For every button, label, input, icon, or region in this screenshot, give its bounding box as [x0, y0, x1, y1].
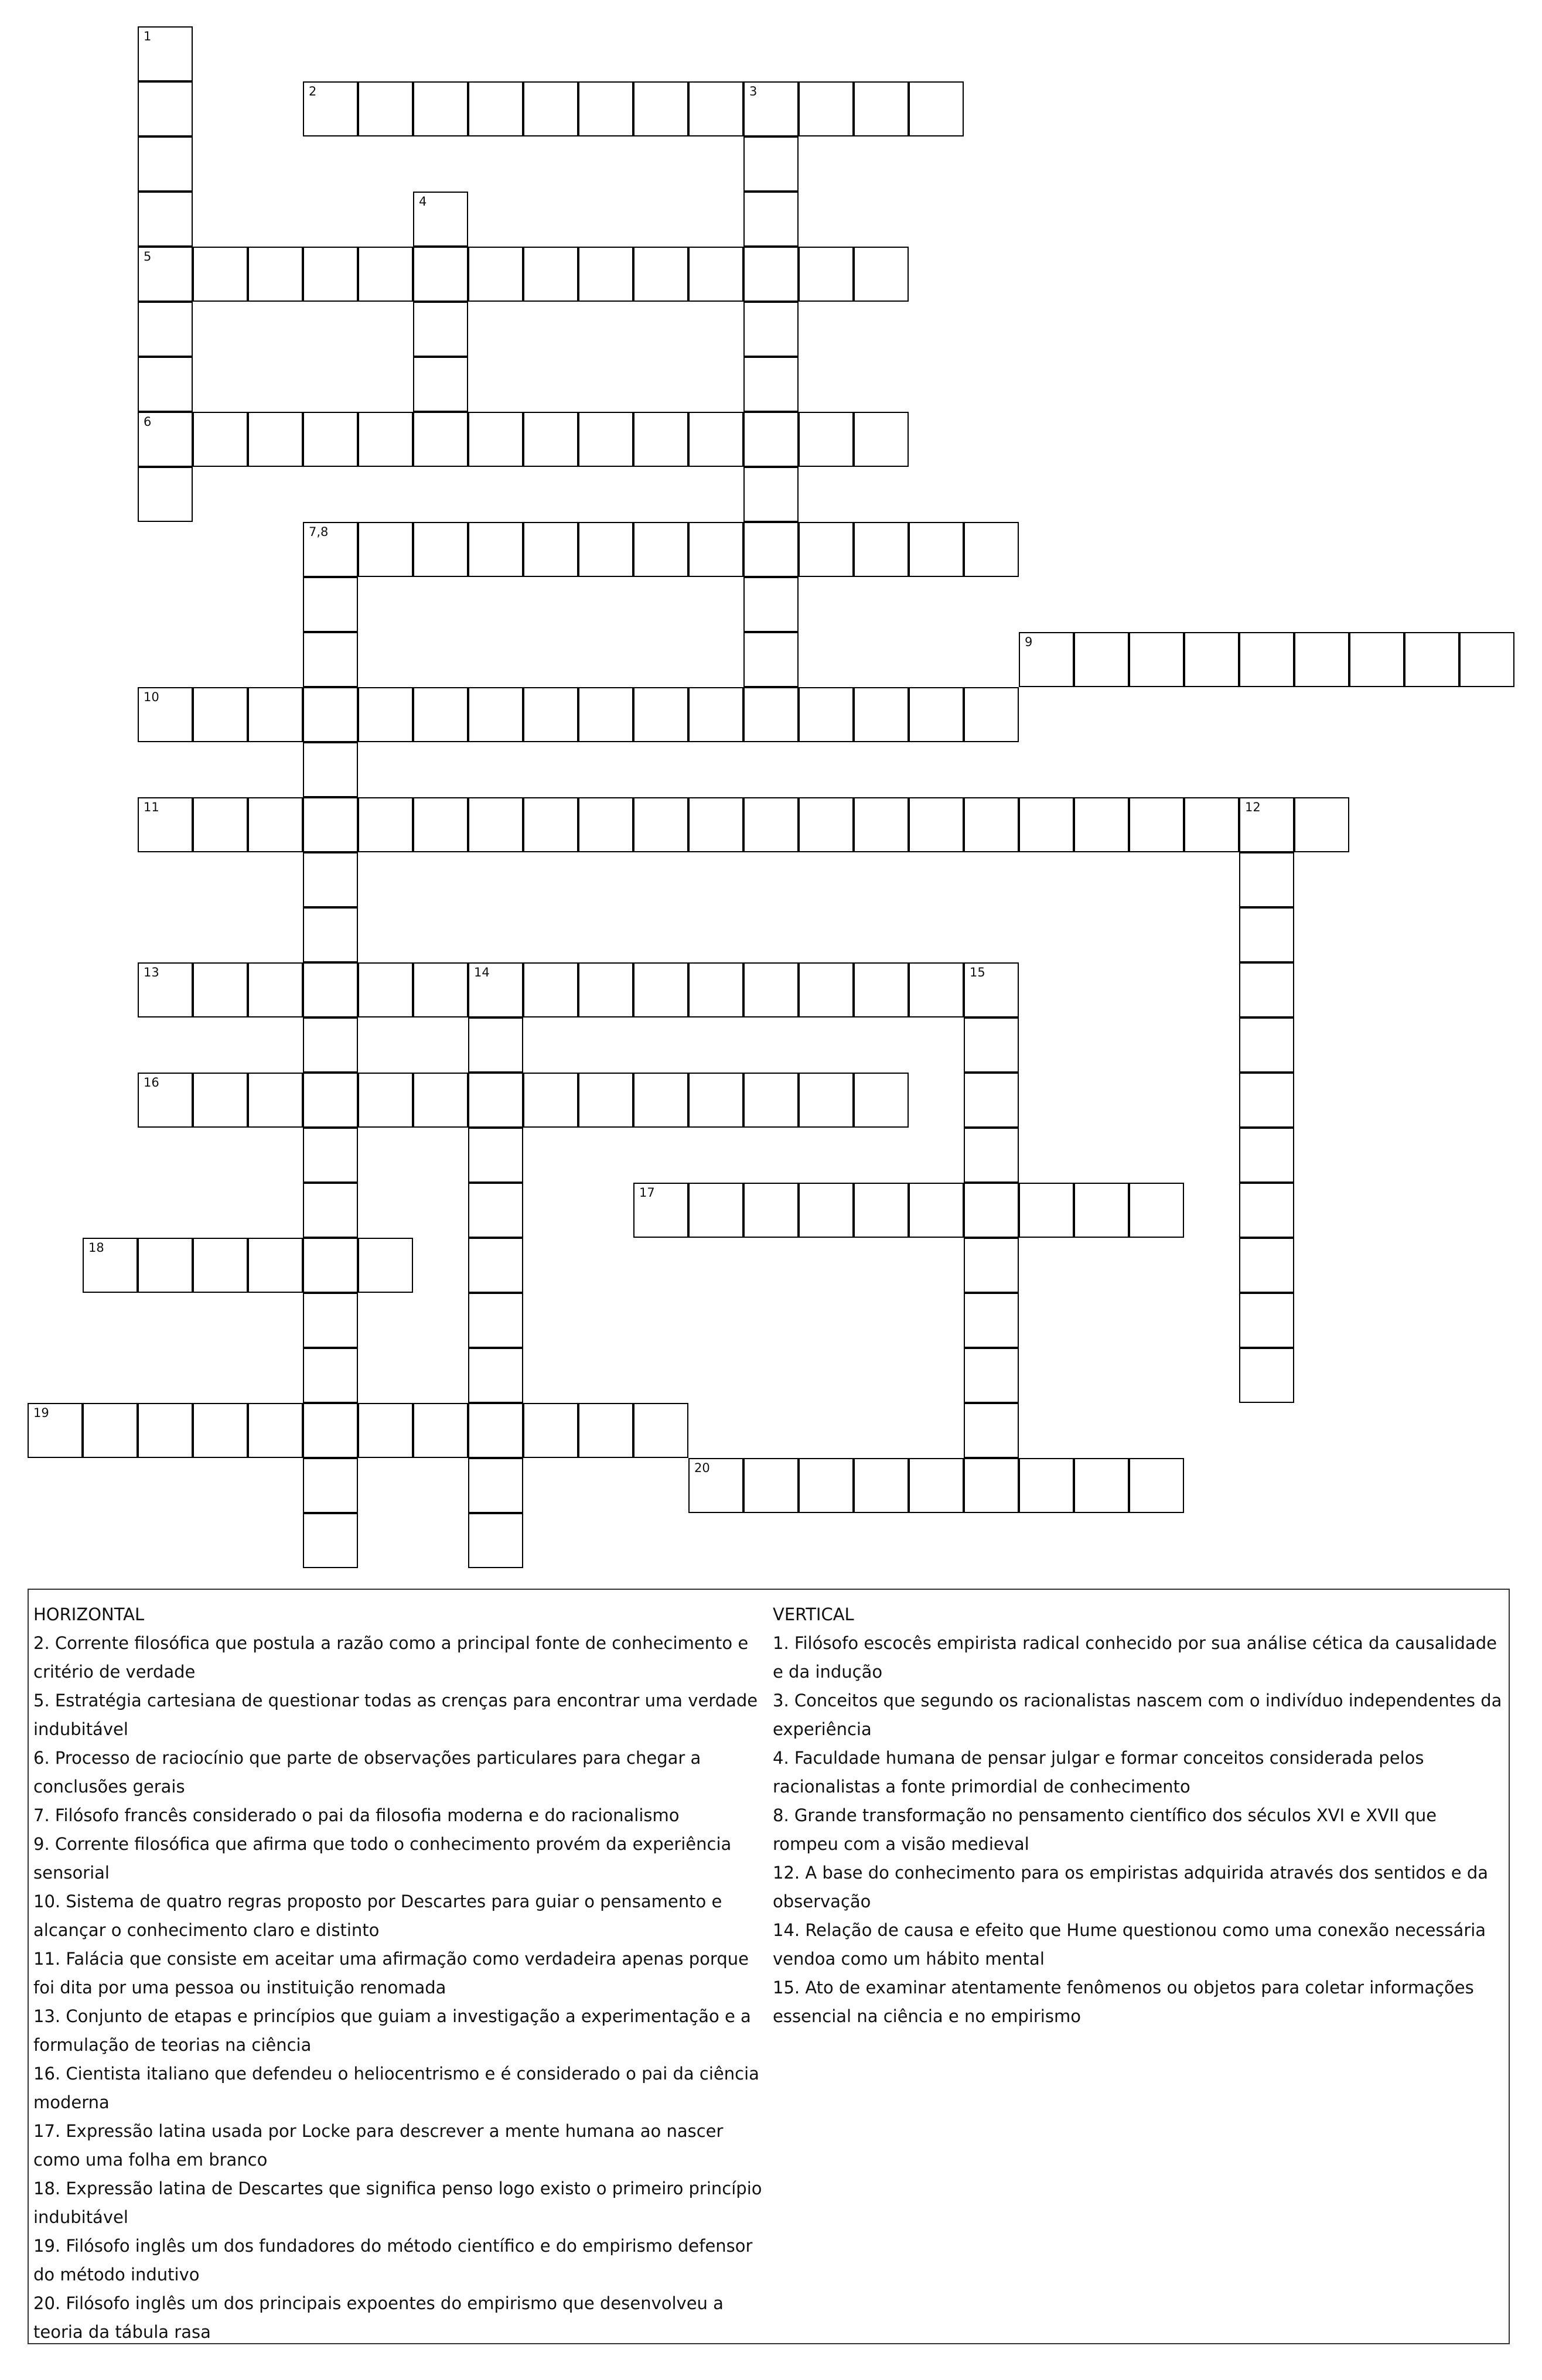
grid-cell[interactable]: [633, 522, 688, 577]
cell-number: 18: [88, 1241, 104, 1255]
grid-cell[interactable]: [138, 412, 193, 467]
grid-cell[interactable]: [909, 1458, 964, 1513]
grid-cell[interactable]: [1239, 962, 1294, 1017]
grid-cell[interactable]: [909, 687, 964, 742]
grid-cell[interactable]: [578, 522, 633, 577]
grid-cell[interactable]: [303, 1238, 358, 1293]
grid-cell[interactable]: [303, 1017, 358, 1073]
grid-cell[interactable]: [854, 1183, 909, 1238]
grid-cell[interactable]: [633, 412, 688, 467]
grid-cell[interactable]: [799, 687, 854, 742]
grid-cell[interactable]: [1294, 632, 1349, 687]
grid-cell[interactable]: [743, 136, 799, 192]
grid-cell[interactable]: [854, 962, 909, 1017]
grid-cell[interactable]: [138, 302, 193, 357]
clue-h-9: 9. Corrente filosófica que afirma que todo o conhecimento provém da experiência sensorial: [33, 1834, 732, 1883]
grid-cell[interactable]: [964, 1403, 1019, 1458]
cell-number: 19: [33, 1406, 49, 1420]
grid-cell[interactable]: [633, 1403, 688, 1458]
grid-cell[interactable]: [688, 797, 743, 852]
grid-cell[interactable]: [303, 797, 358, 852]
grid-cell[interactable]: [909, 81, 964, 136]
grid-cell[interactable]: [578, 81, 633, 136]
grid-cell[interactable]: [854, 687, 909, 742]
grid-cell[interactable]: [413, 797, 468, 852]
grid-cell[interactable]: [964, 1183, 1019, 1238]
grid-cell[interactable]: [193, 1238, 248, 1293]
clue-v-1: 1. Filósofo escocês empirista radical conhecido por sua análise cética da causalidade e da indução: [773, 1633, 1497, 1682]
grid-cell[interactable]: [523, 687, 578, 742]
grid-cell[interactable]: [964, 797, 1019, 852]
grid-cell[interactable]: [303, 907, 358, 962]
cell-number: 2: [309, 84, 317, 98]
grid-cell[interactable]: [138, 26, 193, 81]
grid-cell[interactable]: [1129, 1458, 1184, 1513]
grid-cell[interactable]: [468, 1513, 523, 1568]
grid-cell[interactable]: [909, 1183, 964, 1238]
grid-cell[interactable]: [799, 81, 854, 136]
grid-cell[interactable]: [799, 962, 854, 1017]
grid-cell[interactable]: [523, 522, 578, 577]
grid-cell[interactable]: [468, 1017, 523, 1073]
grid-cell[interactable]: [578, 797, 633, 852]
grid-cell[interactable]: [358, 687, 413, 742]
grid-cell[interactable]: [303, 852, 358, 907]
grid-cell[interactable]: [523, 797, 578, 852]
cell-number: 5: [144, 250, 152, 264]
grid-cell[interactable]: [1019, 1183, 1074, 1238]
clue-h-19: 19. Filósofo inglês um dos fundadores do método científico e do empirismo defensor do método indutivo: [33, 2236, 753, 2285]
grid-cell[interactable]: [964, 1238, 1019, 1293]
grid-cell[interactable]: [578, 1403, 633, 1458]
grid-cell[interactable]: [468, 687, 523, 742]
grid-cell[interactable]: [633, 797, 688, 852]
grid-cell[interactable]: [1239, 1073, 1294, 1128]
grid-cell[interactable]: [193, 412, 248, 467]
grid-cell[interactable]: [854, 412, 909, 467]
grid-cell[interactable]: [799, 1458, 854, 1513]
grid-cell[interactable]: [1184, 632, 1239, 687]
grid-cell[interactable]: [799, 247, 854, 302]
grid-cell[interactable]: [138, 797, 193, 852]
cell-number: 1: [144, 29, 152, 43]
clue-h-17: 17. Expressão latina usada por Locke para descrever a mente humana ao nascer como uma folha em branco: [33, 2121, 724, 2170]
grid-cell[interactable]: [468, 797, 523, 852]
grid-cell[interactable]: [1239, 1128, 1294, 1183]
grid-cell[interactable]: [743, 302, 799, 357]
grid-cell[interactable]: [1239, 1017, 1294, 1073]
grid-cell[interactable]: [578, 247, 633, 302]
grid-cell[interactable]: [413, 687, 468, 742]
grid-cell[interactable]: [468, 1073, 523, 1128]
grid-cell[interactable]: [1239, 1183, 1294, 1238]
grid-cell[interactable]: [964, 687, 1019, 742]
vertical-heading: VERTICAL: [773, 1604, 854, 1624]
grid-cell[interactable]: [1074, 632, 1129, 687]
grid-cell[interactable]: [688, 687, 743, 742]
grid-cell[interactable]: [303, 1458, 358, 1513]
grid-cell[interactable]: [303, 1128, 358, 1183]
grid-cell[interactable]: [799, 1183, 854, 1238]
grid-cell[interactable]: [964, 522, 1019, 577]
grid-cell[interactable]: [138, 1238, 193, 1293]
grid-cell[interactable]: [964, 1293, 1019, 1348]
grid-cell[interactable]: [248, 1403, 303, 1458]
grid-cell[interactable]: [413, 1073, 468, 1128]
grid-cell[interactable]: [854, 522, 909, 577]
grid-cell[interactable]: [1239, 1348, 1294, 1403]
cell-number: 14: [474, 965, 490, 979]
grid-cell[interactable]: [303, 1513, 358, 1568]
cell-number: 11: [144, 800, 159, 814]
grid-cell[interactable]: [909, 962, 964, 1017]
grid-cell[interactable]: [138, 687, 193, 742]
cell-number: 20: [694, 1461, 710, 1475]
grid-cell[interactable]: [303, 247, 358, 302]
clue-h-20: 20. Filósofo inglês um dos principais expoentes do empirismo que desenvolveu a teoria da tábula rasa: [33, 2293, 724, 2342]
grid-cell[interactable]: [964, 962, 1019, 1017]
grid-cell[interactable]: [358, 1403, 413, 1458]
grid-cell[interactable]: [799, 1073, 854, 1128]
grid-cell[interactable]: [688, 412, 743, 467]
grid-cell[interactable]: [633, 1183, 688, 1238]
grid-cell[interactable]: [193, 1073, 248, 1128]
grid-cell[interactable]: [909, 522, 964, 577]
grid-cell[interactable]: [248, 1073, 303, 1128]
grid-cell[interactable]: [633, 962, 688, 1017]
cell-number: 4: [419, 194, 427, 209]
grid-cell[interactable]: [633, 247, 688, 302]
grid-cell[interactable]: [303, 1183, 358, 1238]
grid-cell[interactable]: [358, 522, 413, 577]
grid-cell[interactable]: [743, 632, 799, 687]
grid-cell[interactable]: [1239, 797, 1294, 852]
grid-cell[interactable]: [523, 962, 578, 1017]
grid-cell[interactable]: [743, 81, 799, 136]
grid-cell[interactable]: [743, 687, 799, 742]
grid-cell[interactable]: [303, 522, 358, 577]
grid-cell[interactable]: [468, 81, 523, 136]
grid-cell[interactable]: [1239, 852, 1294, 907]
cell-number: 13: [144, 965, 159, 979]
grid-cell[interactable]: [468, 522, 523, 577]
clue-v-8: 8. Grande transformação no pensamento científico dos séculos XVI e XVII que rompeu com a visão medieval: [773, 1805, 1437, 1854]
grid-cell[interactable]: [1239, 1293, 1294, 1348]
grid-cell[interactable]: [193, 687, 248, 742]
grid-cell[interactable]: [578, 412, 633, 467]
grid-cell[interactable]: [1239, 1238, 1294, 1293]
grid-cell[interactable]: [578, 1073, 633, 1128]
clue-v-15: 15. Ato de examinar atentamente fenômenos ou objetos para coletar informações essencial na ciência e no empirismo: [773, 1978, 1474, 2026]
grid-cell[interactable]: [743, 1183, 799, 1238]
grid-cell[interactable]: [688, 1073, 743, 1128]
grid-cell[interactable]: [358, 412, 413, 467]
grid-cell[interactable]: [138, 1073, 193, 1128]
grid-cell[interactable]: [743, 467, 799, 522]
grid-cell[interactable]: [854, 797, 909, 852]
grid-cell[interactable]: [1074, 1458, 1129, 1513]
clue-h-16: 16. Cientista italiano que defendeu o heliocentrismo e é considerado o pai da ciência moderna: [33, 2064, 759, 2112]
grid-cell[interactable]: [854, 81, 909, 136]
cell-number: 3: [749, 84, 758, 98]
grid-cell[interactable]: [964, 1348, 1019, 1403]
grid-cell[interactable]: [799, 412, 854, 467]
grid-cell[interactable]: [1019, 1458, 1074, 1513]
grid-cell[interactable]: [743, 577, 799, 632]
horizontal-heading: HORIZONTAL: [33, 1604, 145, 1624]
grid-cell[interactable]: [523, 1073, 578, 1128]
grid-cell[interactable]: [743, 247, 799, 302]
cell-number: 12: [1245, 800, 1261, 814]
clue-v-14: 14. Relação de causa e efeito que Hume questionou como uma conexão necessária vendoa como um hábito mental: [773, 1920, 1486, 1969]
grid-cell[interactable]: [743, 797, 799, 852]
grid-cell[interactable]: [83, 1238, 138, 1293]
grid-cell[interactable]: [468, 1458, 523, 1513]
grid-cell[interactable]: [303, 742, 358, 797]
cell-number: 6: [144, 415, 152, 429]
grid-cell[interactable]: [468, 412, 523, 467]
grid-cell[interactable]: [248, 687, 303, 742]
grid-cell[interactable]: [743, 357, 799, 412]
grid-cell[interactable]: [1129, 1183, 1184, 1238]
cell-number: 9: [1025, 635, 1033, 649]
grid-cell[interactable]: [358, 797, 413, 852]
clue-h-6: 6. Processo de raciocínio que parte de observações particulares para chegar a conclusões gerais: [33, 1748, 701, 1797]
grid-cell[interactable]: [578, 962, 633, 1017]
grid-cell[interactable]: [964, 1073, 1019, 1128]
grid-cell[interactable]: [1459, 632, 1514, 687]
grid-cell[interactable]: [358, 1073, 413, 1128]
grid-cell[interactable]: [688, 1183, 743, 1238]
grid-cell[interactable]: [138, 136, 193, 192]
clue-h-18: 18. Expressão latina de Descartes que significa penso logo existo o primeiro princípio indubitável: [33, 2178, 762, 2227]
grid-cell[interactable]: [854, 1458, 909, 1513]
grid-cell[interactable]: [138, 467, 193, 522]
grid-cell[interactable]: [413, 357, 468, 412]
grid-cell[interactable]: [1074, 1183, 1129, 1238]
grid-cell[interactable]: [799, 797, 854, 852]
grid-cell[interactable]: [523, 1403, 578, 1458]
clue-h-13: 13. Conjunto de etapas e princípios que guiam a investigação a experimentação e a formulação de teorias na ciência: [33, 2006, 751, 2055]
grid-cell[interactable]: [578, 687, 633, 742]
grid-cell[interactable]: [138, 192, 193, 247]
grid-cell[interactable]: [303, 1293, 358, 1348]
grid-cell[interactable]: [138, 962, 193, 1017]
grid-cell[interactable]: [1184, 797, 1239, 852]
grid-cell[interactable]: [1074, 797, 1129, 852]
grid-cell[interactable]: [1294, 797, 1349, 852]
grid-cell[interactable]: [413, 1403, 468, 1458]
grid-cell[interactable]: [303, 962, 358, 1017]
grid-cell[interactable]: [633, 81, 688, 136]
grid-cell[interactable]: [1129, 632, 1184, 687]
grid-cell[interactable]: [248, 247, 303, 302]
grid-cell[interactable]: [523, 247, 578, 302]
grid-cell[interactable]: [743, 522, 799, 577]
cell-number: 16: [144, 1075, 159, 1090]
grid-cell[interactable]: [1239, 907, 1294, 962]
grid-cell[interactable]: [413, 81, 468, 136]
grid-cell[interactable]: [688, 1458, 743, 1513]
grid-cell[interactable]: [193, 797, 248, 852]
clue-v-12: 12. A base do conhecimento para os empiristas adquirida através dos sentidos e da observação: [773, 1863, 1489, 1911]
grid-cell[interactable]: [413, 192, 468, 247]
grid-cell[interactable]: [468, 247, 523, 302]
clue-h-5: 5. Estratégia cartesiana de questionar todas as crenças para encontrar uma verdade indubitável: [33, 1691, 758, 1739]
grid-cell[interactable]: [1129, 797, 1184, 852]
grid-cell[interactable]: [303, 1348, 358, 1403]
grid-cell[interactable]: [303, 1073, 358, 1128]
grid-cell[interactable]: [523, 81, 578, 136]
grid-cell[interactable]: [138, 1403, 193, 1458]
vertical-clues: [773, 1600, 1502, 2031]
grid-cell[interactable]: [688, 81, 743, 136]
grid-cell[interactable]: [138, 81, 193, 136]
grid-cell[interactable]: [358, 1238, 413, 1293]
grid-cell[interactable]: [688, 247, 743, 302]
grid-cell[interactable]: [303, 577, 358, 632]
grid-cell[interactable]: [413, 247, 468, 302]
grid-cell[interactable]: [743, 1458, 799, 1513]
grid-cell[interactable]: [909, 797, 964, 852]
grid-cell[interactable]: [743, 192, 799, 247]
cell-number: 7,8: [309, 525, 329, 539]
clue-h-11: 11. Falácia que consiste em aceitar uma afirmação como verdadeira apenas porque foi dita por uma pessoa ou instituição renomada: [33, 1949, 749, 1997]
clues-box: [28, 1589, 1510, 2344]
grid-cell[interactable]: [468, 1183, 523, 1238]
grid-cell[interactable]: [854, 1073, 909, 1128]
grid-cell[interactable]: [413, 962, 468, 1017]
grid-cell[interactable]: [138, 357, 193, 412]
grid-cell[interactable]: [303, 687, 358, 742]
grid-cell[interactable]: [1019, 632, 1074, 687]
grid-cell[interactable]: [358, 81, 413, 136]
grid-cell[interactable]: [688, 522, 743, 577]
grid-cell[interactable]: [83, 1403, 138, 1458]
grid-cell[interactable]: [28, 1403, 83, 1458]
grid-cell[interactable]: [248, 962, 303, 1017]
grid-cell[interactable]: [688, 962, 743, 1017]
grid-cell[interactable]: [964, 1017, 1019, 1073]
grid-cell[interactable]: [468, 1238, 523, 1293]
grid-cell[interactable]: [303, 632, 358, 687]
grid-cell[interactable]: [633, 1073, 688, 1128]
grid-cell[interactable]: [248, 1238, 303, 1293]
cell-number: 17: [639, 1186, 655, 1200]
grid-cell[interactable]: [413, 522, 468, 577]
grid-cell[interactable]: [193, 962, 248, 1017]
grid-cell[interactable]: [799, 522, 854, 577]
grid-cell[interactable]: [743, 1073, 799, 1128]
clue-v-3: 3. Conceitos que segundo os racionalistas nascem com o indivíduo independentes da experiência: [773, 1691, 1502, 1739]
grid-cell[interactable]: [468, 1348, 523, 1403]
grid-cell[interactable]: [468, 962, 523, 1017]
grid-cell[interactable]: [523, 412, 578, 467]
grid-cell[interactable]: [964, 1458, 1019, 1513]
grid-cell[interactable]: [468, 1403, 523, 1458]
grid-cell[interactable]: [193, 1403, 248, 1458]
grid-cell[interactable]: [1404, 632, 1459, 687]
grid-cell[interactable]: [743, 962, 799, 1017]
grid-cell[interactable]: [1349, 632, 1404, 687]
grid-cell[interactable]: [633, 687, 688, 742]
grid-cell[interactable]: [1239, 632, 1294, 687]
cell-number: 15: [970, 965, 985, 979]
clue-h-10: 10. Sistema de quatro regras proposto por Descartes para guiar o pensamento e alcançar o conhecimento claro e distinto: [33, 1891, 722, 1940]
grid-cell[interactable]: [303, 1403, 358, 1458]
clue-h-2: 2. Corrente filosófica que postula a razão como a principal fonte de conhecimento e critério de verdade: [33, 1633, 749, 1682]
grid-cell[interactable]: [248, 797, 303, 852]
grid-cell[interactable]: [413, 412, 468, 467]
grid-cell[interactable]: [1019, 797, 1074, 852]
cell-number: 10: [144, 690, 159, 704]
grid-cell[interactable]: [358, 962, 413, 1017]
grid-cell[interactable]: [138, 247, 193, 302]
grid-cell[interactable]: [248, 412, 303, 467]
horizontal-clues: [33, 1600, 763, 2347]
grid-cell[interactable]: [303, 412, 358, 467]
grid-cell[interactable]: [413, 302, 468, 357]
grid-cell[interactable]: [743, 412, 799, 467]
grid-cell[interactable]: [358, 247, 413, 302]
grid-cell[interactable]: [193, 247, 248, 302]
clue-v-4: 4. Faculdade humana de pensar julgar e formar conceitos considerada pelos racionalistas a fonte primordial de conhecimento: [773, 1748, 1424, 1797]
grid-cell[interactable]: [468, 1128, 523, 1183]
grid-cell[interactable]: [303, 81, 358, 136]
grid-cell[interactable]: [468, 1293, 523, 1348]
grid-cell[interactable]: [964, 1128, 1019, 1183]
grid-cell[interactable]: [854, 247, 909, 302]
clue-h-7: 7. Filósofo francês considerado o pai da filosofia moderna e do racionalismo: [33, 1805, 680, 1825]
